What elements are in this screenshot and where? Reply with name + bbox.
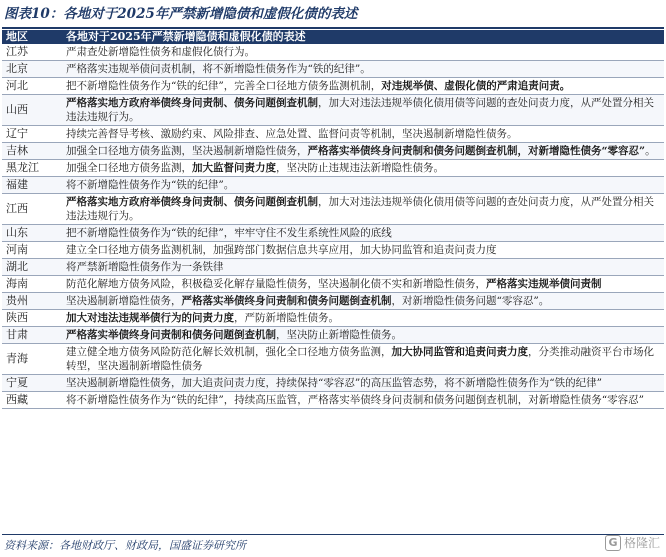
statement-emphasis: 严格落实违规举债问责制 <box>486 278 602 290</box>
table-row <box>2 160 664 177</box>
statement-emphasis: 严格落实举债终身问责制和债务问题倒查机制 <box>66 329 276 341</box>
statement-text: 严格落实违规举债问责机制，将不新增隐性债务作为“铁的纪律”。 <box>66 63 371 75</box>
region-cell: 宁夏 <box>2 375 62 392</box>
statement-text: 加强全口径地方债务监测， <box>66 162 192 174</box>
statement-cell <box>62 293 664 310</box>
table-row <box>2 375 664 392</box>
statement-text: 防范化解地方债务风险，积极稳妥化解存量隐性债务，坚决遏制化债不实和新增隐性债务， <box>66 278 486 290</box>
statement-text: 将不新增隐性债务作为“铁的纪律”。 <box>66 179 235 191</box>
table-body <box>2 44 664 409</box>
statement-text: 坚决遏制新增隐性债务，加大追责问责力度，持续保持“零容忍”的高压监管态势，将不新增隐性债务作为“铁的纪律” <box>66 377 602 389</box>
table-row <box>2 310 664 327</box>
statement-text: 加强全口径地方债务监测，坚决遏制新增隐性债务， <box>66 145 308 157</box>
statement-cell <box>62 276 664 293</box>
region-cell: 西藏 <box>2 392 62 409</box>
statement-cell <box>62 78 664 95</box>
region-cell: 辽宁 <box>2 126 62 143</box>
statement-emphasis: 严格落实举债终身问责制和债务问题倒查机制，对新增隐性债务“零容忍” <box>307 145 646 157</box>
statement-cell <box>62 61 664 78</box>
statement-cell <box>62 259 664 276</box>
statement-text: 将不新增隐性债务作为“铁的纪律”，持续高压监管，严格落实举债终身问责制和债务问题倒查机制，对新增隐性债务“零容忍” <box>66 394 644 406</box>
statement-cell <box>62 126 664 143</box>
statement-cell <box>62 310 664 327</box>
statement-text: ，加大对违法违规举债化债用债等问题的查处问责力度，从严处置分相关违法违规行为。 <box>66 196 654 222</box>
table-row <box>2 177 664 194</box>
statement-text: ，对新增隐性债务问题“零容忍”。 <box>391 295 550 307</box>
region-cell: 江苏 <box>2 44 62 61</box>
statement-text: 将严禁新增隐性债务作为一条铁律 <box>66 261 224 273</box>
statement-emphasis: 加大协同监管和追责问责力度 <box>391 346 528 358</box>
region-cell: 甘肃 <box>2 327 62 344</box>
table-row <box>2 95 664 126</box>
table-header-row <box>2 30 664 44</box>
statement-text: ，严防新增隐性债务。 <box>234 312 339 324</box>
region-cell: 湖北 <box>2 259 62 276</box>
table-row <box>2 242 664 259</box>
statement-cell <box>62 143 664 160</box>
statement-text: 建立全口径地方债务监测机制，加强跨部门数据信息共享应用，加大协同监管和追责问责力度 <box>66 244 497 256</box>
table-row <box>2 78 664 95</box>
region-table <box>2 30 664 409</box>
statement-cell <box>62 95 664 126</box>
header-statement: 各地对于2025年严禁新增隐债和虚假化债的表述 <box>62 30 664 44</box>
statement-emphasis: 对违规举债、虚假化债的严肃追责问责。 <box>381 80 571 92</box>
region-cell: 贵州 <box>2 293 62 310</box>
statement-text: 把不新增隐性债务作为“铁的纪律”，完善全口径地方债务监测机制， <box>66 80 382 92</box>
region-cell: 青海 <box>2 344 62 375</box>
statement-text: 持续完善督导考核、激励约束、风险排查、应急处置、监督问责等机制，坚决遏制新增隐性债务。 <box>66 128 518 140</box>
table-row <box>2 344 664 375</box>
statement-emphasis: 严格落实举债终身问责制和债务问题倒查机制 <box>181 295 392 307</box>
table-row <box>2 392 664 409</box>
statement-emphasis: 严格落实地方政府举债终身问责制、债务问题倒查机制 <box>66 97 318 109</box>
statement-cell <box>62 177 664 194</box>
statement-emphasis: 加大对违法违规举债行为的问责力度 <box>66 312 234 324</box>
statement-cell <box>62 44 664 61</box>
table-row <box>2 259 664 276</box>
statement-text: 把不新增隐性债务作为“铁的纪律”，牢牢守住不发生系统性风险的底线 <box>66 227 392 239</box>
region-cell: 海南 <box>2 276 62 293</box>
statement-cell <box>62 375 664 392</box>
statement-emphasis: 严格落实地方政府举债终身问责制、债务问题倒查机制 <box>66 196 318 208</box>
statement-text: 。 <box>645 145 656 157</box>
region-cell: 吉林 <box>2 143 62 160</box>
table-row <box>2 293 664 310</box>
statement-cell <box>62 344 664 375</box>
table-row <box>2 276 664 293</box>
statement-emphasis: 加大监督问责力度 <box>192 162 276 174</box>
source-note: 资料来源：各地财政厅、财政局，国盛证券研究所 <box>4 539 246 552</box>
title-divider <box>2 27 664 29</box>
watermark-logo-icon: G <box>605 535 621 551</box>
region-cell: 福建 <box>2 177 62 194</box>
region-cell: 陕西 <box>2 310 62 327</box>
statement-cell <box>62 194 664 225</box>
region-cell: 河北 <box>2 78 62 95</box>
table-row <box>2 327 664 344</box>
table-row <box>2 44 664 61</box>
table-row <box>2 225 664 242</box>
statement-text: ，加大对违法违规举债化债用债等问题的查处问责力度，从严处置分相关违法违规行为。 <box>66 97 654 123</box>
statement-cell <box>62 225 664 242</box>
statement-text: ，坚决防止违规违法新增隐性债务。 <box>276 162 444 174</box>
statement-cell <box>62 392 664 409</box>
region-cell: 黑龙江 <box>2 160 62 177</box>
region-cell: 北京 <box>2 61 62 78</box>
watermark <box>605 532 660 554</box>
watermark-text: 格隆汇 <box>623 536 660 550</box>
statement-text: ，分类推动融资平台市场化转型，坚决遏制新增隐性债务 <box>66 346 654 372</box>
statement-text: 坚决遏制新增隐性债务， <box>66 295 182 307</box>
header-region: 地区 <box>2 30 62 44</box>
statement-text: 严肃查处新增隐性债务和虚假化债行为。 <box>66 46 255 58</box>
region-cell: 山东 <box>2 225 62 242</box>
source-divider <box>2 534 664 535</box>
statement-cell <box>62 327 664 344</box>
statement-cell <box>62 242 664 259</box>
region-cell: 山西 <box>2 95 62 126</box>
region-cell: 河南 <box>2 242 62 259</box>
statement-cell <box>62 160 664 177</box>
region-cell: 江西 <box>2 194 62 225</box>
table-row <box>2 126 664 143</box>
table-row <box>2 143 664 160</box>
table-row <box>2 194 664 225</box>
table-row <box>2 61 664 78</box>
statement-text: ，坚决防止新增隐性债务。 <box>276 329 402 341</box>
table-title: 图表10：各地对于2025年严禁新增隐债和虚假化债的表述 <box>4 6 358 22</box>
statement-text: 建立健全地方债务风险防范化解长效机制，强化全口径地方债务监测， <box>66 346 392 358</box>
